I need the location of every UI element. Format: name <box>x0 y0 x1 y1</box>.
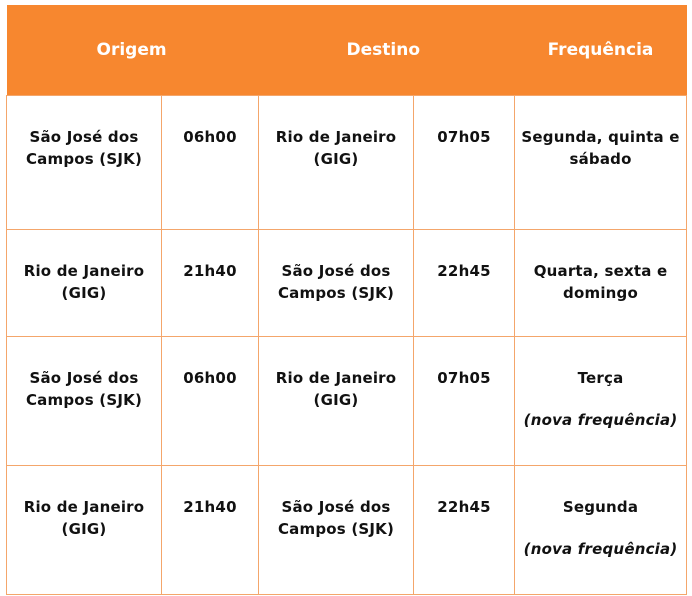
origin-cell: Rio de Janeiro (GIG) <box>7 466 162 595</box>
header-origem: Origem <box>7 5 259 96</box>
header-frequencia: Frequência <box>515 5 687 96</box>
destination-cell: Rio de Janeiro (GIG) <box>259 337 414 466</box>
flight-schedule-table <box>6 5 687 595</box>
frequency-days: Terça <box>577 369 624 387</box>
arrival-time-cell: 22h45 <box>414 230 515 337</box>
origin-cell: São José dos Campos (SJK) <box>7 96 162 230</box>
new-frequency-note: (nova frequência) <box>523 540 678 558</box>
frequency-cell <box>515 466 687 595</box>
origin-cell: Rio de Janeiro (GIG) <box>7 230 162 337</box>
frequency-days: Quarta, sexta e domingo <box>533 262 668 302</box>
frequency-cell <box>515 337 687 466</box>
new-frequency-note: (nova frequência) <box>523 411 678 429</box>
header-row <box>7 5 687 96</box>
departure-time-cell: 06h00 <box>162 337 259 466</box>
table-row <box>7 96 687 230</box>
table-header <box>7 5 687 96</box>
table-row <box>7 230 687 337</box>
table-row <box>7 466 687 595</box>
frequency-days: Segunda <box>562 498 639 516</box>
departure-time-cell: 21h40 <box>162 466 259 595</box>
header-destino: Destino <box>259 5 515 96</box>
arrival-time-cell: 07h05 <box>414 96 515 230</box>
destination-cell: São José dos Campos (SJK) <box>259 230 414 337</box>
frequency-days: Segunda, quinta e sábado <box>521 128 680 168</box>
table-body <box>7 96 687 595</box>
arrival-time-cell: 07h05 <box>414 337 515 466</box>
destination-cell: São José dos Campos (SJK) <box>259 466 414 595</box>
arrival-time-cell: 22h45 <box>414 466 515 595</box>
destination-cell: Rio de Janeiro (GIG) <box>259 96 414 230</box>
origin-cell: São José dos Campos (SJK) <box>7 337 162 466</box>
table-row <box>7 337 687 466</box>
departure-time-cell: 21h40 <box>162 230 259 337</box>
departure-time-cell: 06h00 <box>162 96 259 230</box>
frequency-cell <box>515 230 687 337</box>
frequency-cell <box>515 96 687 230</box>
